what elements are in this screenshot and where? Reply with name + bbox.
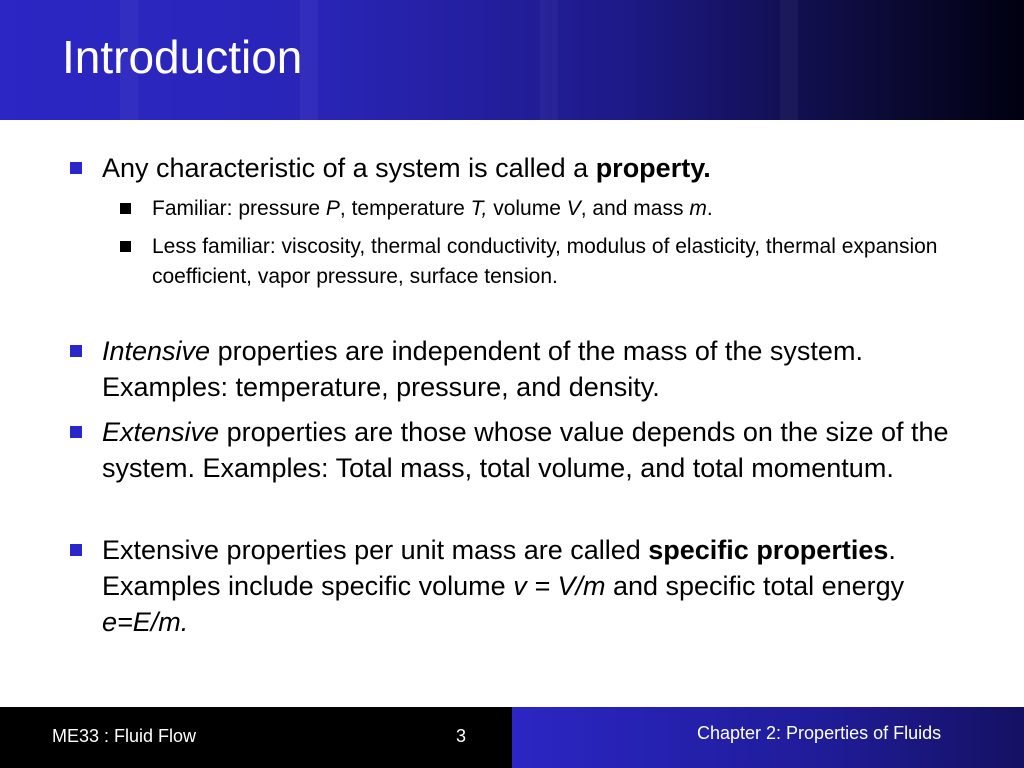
bullet-bold: property. bbox=[595, 153, 711, 183]
bullet-text: Any characteristic of a system is called a bbox=[102, 153, 596, 183]
subbullet-text: , temperature bbox=[339, 197, 471, 220]
square-bullet-icon bbox=[70, 544, 82, 556]
square-bullet-icon bbox=[70, 162, 82, 174]
footer bbox=[0, 707, 1024, 768]
title-stripe bbox=[780, 0, 798, 120]
subbullet-text: , and mass bbox=[580, 197, 690, 220]
footer-chapter: Chapter 2: Properties of Fluids bbox=[697, 723, 942, 743]
var-p: P bbox=[325, 197, 340, 220]
bullet-text: Extensive properties per unit mass are called bbox=[102, 535, 649, 565]
slide-title: Introduction bbox=[62, 31, 303, 83]
bullet-text: and specific total energy bbox=[605, 571, 905, 601]
subbullet-text: volume bbox=[487, 197, 567, 220]
title-stripe bbox=[300, 0, 318, 120]
var-m: m bbox=[689, 197, 707, 220]
subbullet-less-familiar bbox=[152, 232, 982, 292]
subbullet-text: Familiar: pressure bbox=[152, 197, 326, 220]
bullet-text: . Examples include specific volume bbox=[102, 535, 896, 601]
bullet-italic: Intensive bbox=[102, 336, 211, 366]
subbullet-text: Less familiar: viscosity, thermal conductivity, modulus of elasticity, thermal expansion coefficient, vapor pressure, surface tension. bbox=[152, 235, 938, 288]
title-bar bbox=[0, 0, 1024, 120]
page-number: 3 bbox=[456, 726, 467, 746]
subbullet-familiar bbox=[152, 194, 982, 224]
square-bullet-icon bbox=[70, 345, 82, 357]
bullet-intensive bbox=[102, 333, 982, 405]
subbullet-text: . bbox=[706, 197, 713, 220]
footer-course: ME33 : Fluid Flow bbox=[52, 726, 197, 746]
bullet-specific bbox=[102, 532, 982, 640]
formula-specific-energy: e=E/m. bbox=[102, 607, 189, 637]
bullet-italic: Extensive bbox=[102, 417, 220, 447]
square-bullet-icon bbox=[70, 426, 82, 438]
square-bullet-icon bbox=[120, 241, 131, 252]
bullet-text: properties are independent of the mass of the system. Examples: temperature, pressure, and density. bbox=[102, 336, 863, 402]
var-t: T, bbox=[470, 197, 488, 220]
bullet-bold: specific properties bbox=[648, 535, 889, 565]
var-v: V bbox=[566, 197, 581, 220]
formula-specific-volume: v = V/m bbox=[513, 571, 606, 601]
title-stripe bbox=[540, 0, 558, 120]
bullet-extensive bbox=[102, 414, 982, 486]
square-bullet-icon bbox=[120, 203, 131, 214]
bullet-property bbox=[102, 150, 982, 186]
bullet-text: properties are those whose value depends on the size of the system. Examples: Total mass, total volume, and total momentum. bbox=[102, 417, 949, 483]
